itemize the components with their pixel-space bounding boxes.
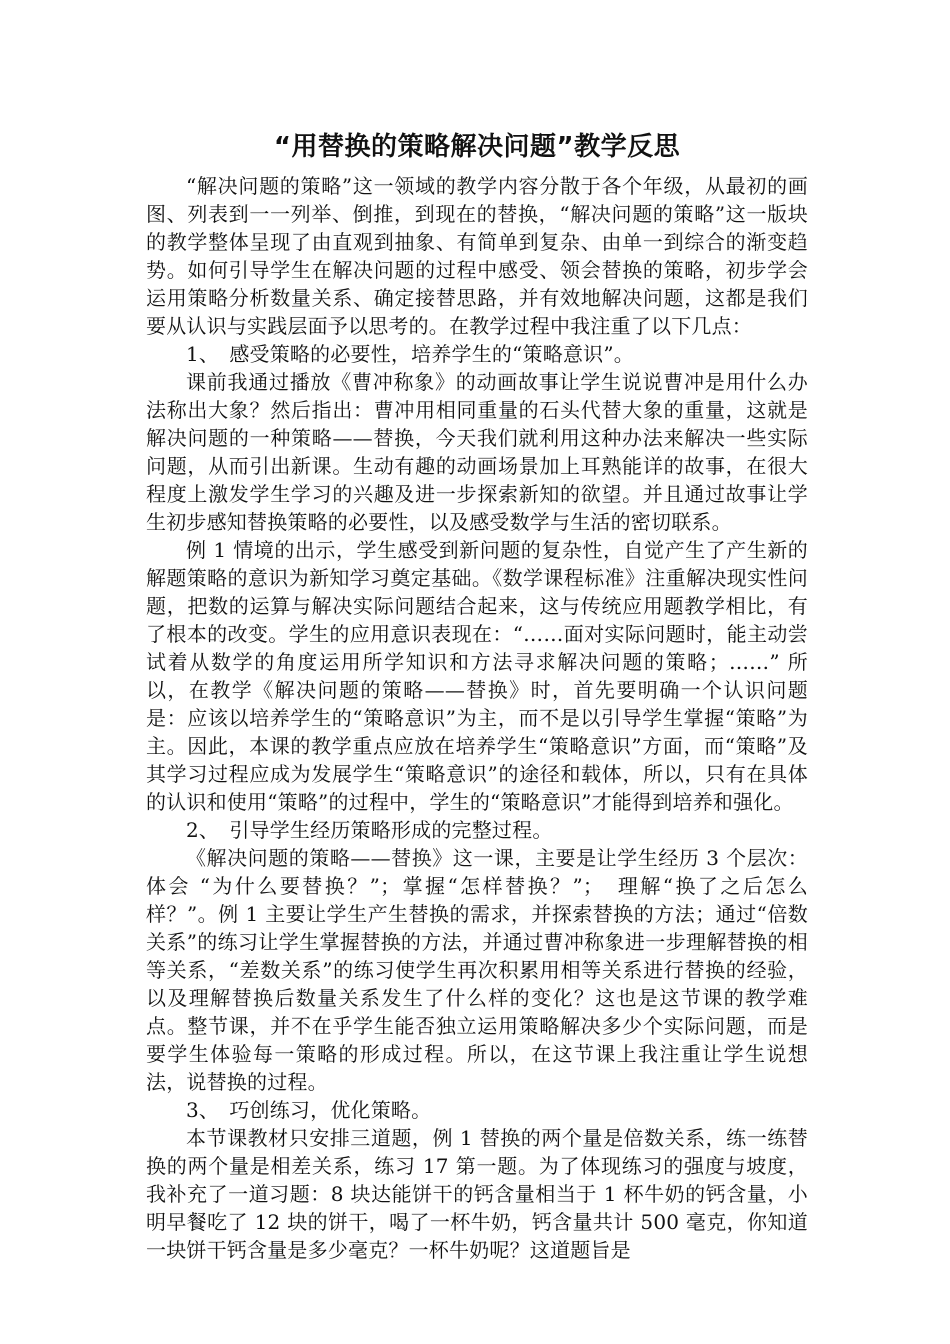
paragraph: 例 1 情境的出示，学生感受到新问题的复杂性，自觉产生了产生新的解题策略的意识为新知学习奠定基础。《数学课程标准》注重解决现实性问题，把数的运算与解决实际问题结合起来，这与传统应用题教学相比，有了根本的改变。学生的应用意识表现在：“……面对实际问题时，能主动尝试着从数学的角度运用所学知识和方法寻求解决问题的策略；……” 所以，在教学《解决问题的策略——替换》时，首先要明确一个认识问题是：应该以培养学生的“策略意识”为主，而不是以引导学生掌握“策略”为主。因此，本课的教学重点应放在培养学生“策略意识”方面，而“策略”及其学习过程应成为发展学生“策略意识”的途径和载体，所以，只有在具体的认识和使用“策略”的过程中，学生的“策略意识”才能得到培养和强化。 (146, 538, 808, 814)
section-heading-1: 1、 感受策略的必要性，培养学生的“策略意识”。 (186, 342, 634, 366)
document-body (146, 128, 808, 1264)
paragraph: 本节课教材只安排三道题，例 1 替换的两个量是倍数关系，练一练替换的两个量是相差关系，练习 17 第一题。为了体现练习的强度与坡度，我补充了一道习题：8 块达能饼干的钙含量相当于 1 杯牛奶的钙含量，小明早餐吃了 12 块的饼干，喝了一杯牛奶，钙含量共计 500 毫克，你知道一块饼干钙含量是多少毫克？一杯牛奶呢？这道题旨是 (146, 1126, 808, 1262)
section-heading-3: 3、 巧创练习，优化策略。 (186, 1098, 432, 1122)
section-heading-2: 2、 引导学生经历策略形成的完整过程。 (186, 818, 553, 842)
paragraph: 课前我通过播放《曹冲称象》的动画故事让学生说说曹冲是用什么办法称出大象？然后指出：曹冲用相同重量的石头代替大象的重量，这就是解决问题的一种策略——替换，今天我们就利用这种办法来解决一些实际问题，从而引出新课。生动有趣的动画场景加上耳熟能详的故事，在很大程度上激发学生学习的兴趣及进一步探索新知的欲望。并且通过故事让学生初步感知替换策略的必要性，以及感受数学与生活的密切联系。 (146, 370, 808, 534)
intro-paragraph: “解决问题的策略”这一领域的教学内容分散于各个年级，从最初的画图、列表到一一列举、倒推，到现在的替换，“解决问题的策略”这一版块的教学整体呈现了由直观到抽象、有简单到复杂、由单一到综合的渐变趋势。如何引导学生在解决问题的过程中感受、领会替换的策略，初步学会运用策略分析数量关系、确定接替思路，并有效地解决问题，这都是我们要从认识与实践层面予以思考的。在教学过程中我注重了以下几点： (146, 174, 808, 338)
paragraph: 《解决问题的策略——替换》这一课，主要是让学生经历 3 个层次：体会 “为什么要替换？”；掌握“怎样替换？”； 理解“换了之后怎么样？”。例 1 主要让学生产生替换的需求，并探索替换的方法；通过“倍数关系”的练习让学生掌握替换的方法，并通过曹冲称象进一步理解替换的相等关系，“差数关系”的练习使学生再次积累用相等关系进行替换的经验，以及理解替换后数量关系发生了什么样的变化？这也是这节课的教学难点。整节课，并不在乎学生能否独立运用策略解决多少个实际问题，而是要学生体验每一策略的形成过程。所以，在这节课上我注重让学生说想法，说替换的过程。 (146, 846, 808, 1094)
document-title: “用替换的策略解决问题”教学反思 (273, 132, 681, 162)
